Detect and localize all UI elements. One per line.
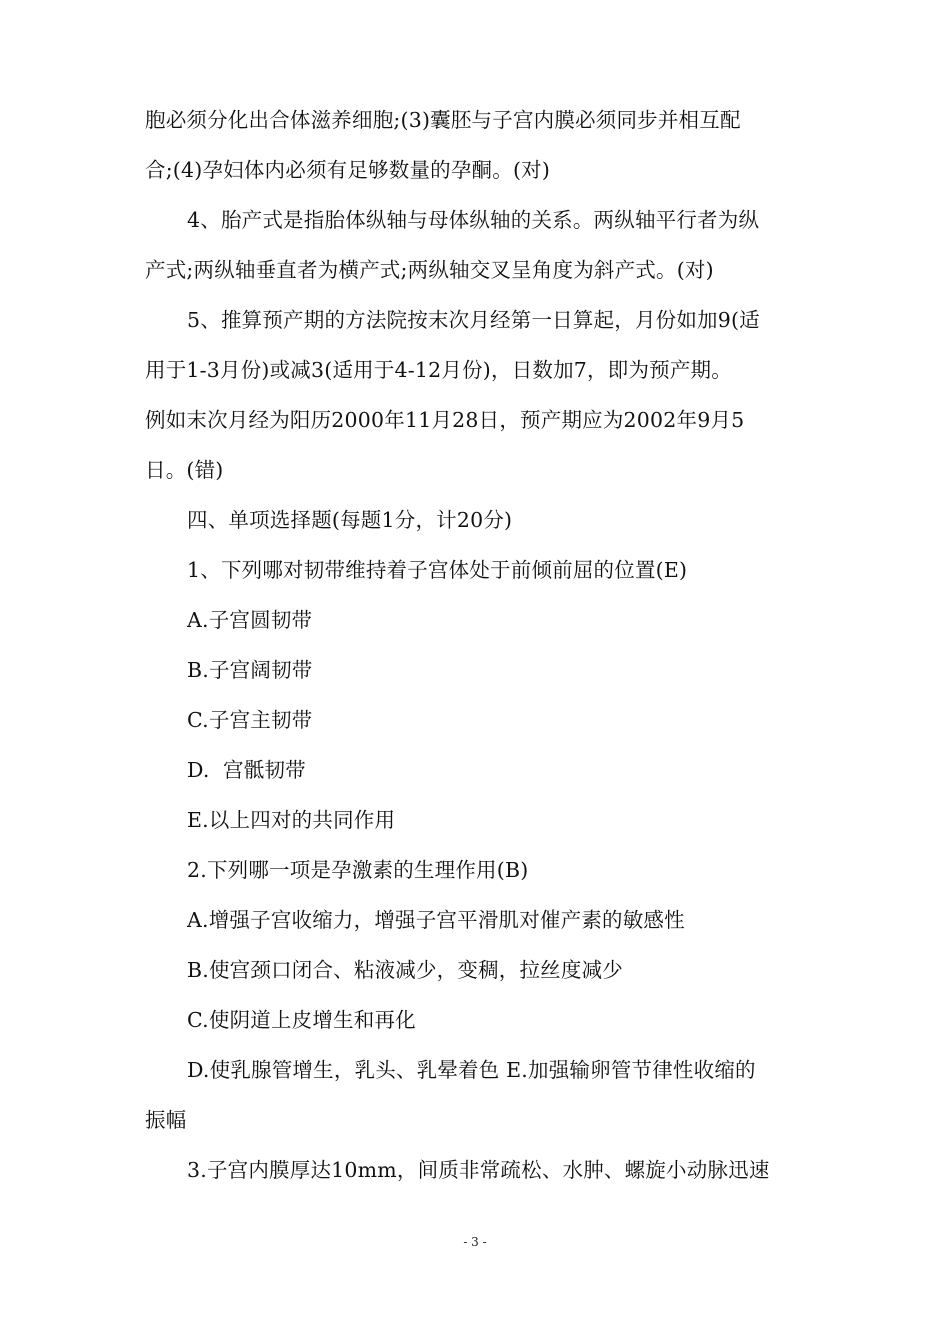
question-text: 2.下列哪一项是孕激素的生理作用(B) <box>187 858 529 882</box>
answer-option: A.增强子宫收缩力，增强子宫平滑肌对催产素的敏感性 <box>187 908 685 932</box>
page-number: - 3 - <box>463 1235 487 1249</box>
question-text: 1、下列哪对韧带维持着子宫体处于前倾前屈的位置(E) <box>187 558 688 582</box>
text-line: 例如末次月经为阳历2000年11月28日，预产期应为2002年9月5 <box>145 408 745 432</box>
text-line: 产式;两纵轴垂直者为横产式;两纵轴交叉呈角度为斜产式。(对) <box>145 258 714 282</box>
text-line: 日。(错) <box>145 458 224 482</box>
answer-option: C.子宫主韧带 <box>187 708 313 732</box>
answer-option: A.子宫圆韧带 <box>187 608 313 632</box>
text-line: 用于1-3月份)或减3(适用于4-12月份)，日数加7，即为预产期。 <box>145 358 732 382</box>
answer-option: E.以上四对的共同作用 <box>187 808 396 832</box>
text-line: 5、推算预产期的方法院按末次月经第一日算起，月份如加9(适 <box>187 308 760 332</box>
text-line: 4、胎产式是指胎体纵轴与母体纵轴的关系。两纵轴平行者为纵 <box>187 208 760 232</box>
answer-option: B.使宫颈口闭合、粘液减少，变稠，拉丝度减少 <box>187 958 623 982</box>
answer-option: 振幅 <box>145 1108 187 1132</box>
answer-option: C.使阴道上皮增生和再化 <box>187 1008 416 1032</box>
answer-option: D.使乳腺管增生，乳头、乳晕着色 E.加强输卵管节律性收缩的 <box>187 1058 756 1082</box>
section-heading: 四、单项选择题(每题1分，计20分) <box>187 508 513 532</box>
answer-option: D. 宫骶韧带 <box>187 758 306 782</box>
question-text: 3.子宫内膜厚达10mm，间质非常疏松、水肿、螺旋小动脉迅速 <box>187 1158 770 1182</box>
answer-option: B.子宫阔韧带 <box>187 658 313 682</box>
text-line: 合;(4)孕妇体内必须有足够数量的孕酮。(对) <box>145 158 551 182</box>
text-line: 胞必须分化出合体滋养细胞;(3)囊胚与子宫内膜必须同步并相互配 <box>145 108 741 132</box>
